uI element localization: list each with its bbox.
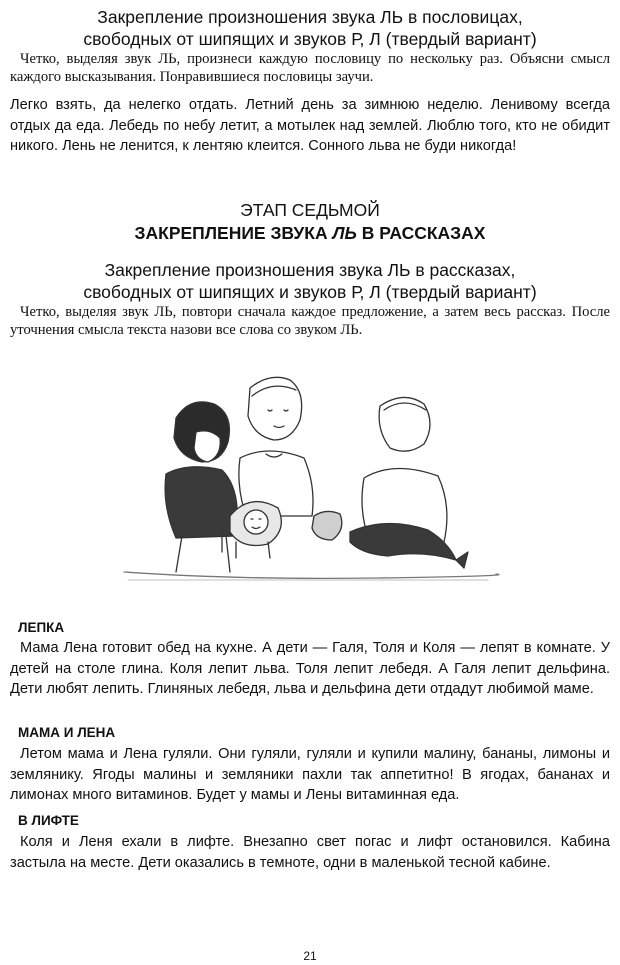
instruction-proverbs: Четко, выделяя звук ЛЬ, произнеси каждую пословицу по нескольку раз. Объясни смысл каждого высказывания. Понравившиеся пословицы заучи. [10,51,610,85]
section-title-line: Закрепление произношения звука ЛЬ в рассказах, [104,260,516,280]
instruction-stories: Четко, выделяя звук ЛЬ, повтори сначала каждое предложение, а затем весь рассказ. После уточнения смысла текста назови все слова со звуком ЛЬ. [10,304,610,338]
stage-title-sound: ЛЬ [332,223,357,243]
story-heading: ЛЕПКА [18,620,65,635]
section-title-proverbs [20,6,600,50]
story-text: Коля и Леня ехали в лифте. Внезапно свет погас и лифт остановился. Кабина застыла на месте. Дети оказались в темноте, одни в маленькой тесной кабине. [10,834,610,871]
story-heading: МАМА И ЛЕНА [18,725,116,740]
stage-title-prefix: ЗАКРЕПЛЕНИЕ ЗВУКА [134,223,333,243]
story-text: Мама Лена готовит обед на кухне. А дети — Галя, Толя и Коля — лепят в комнате. У детей на столе глина. Коля лепит льва. Толя лепит лебедя. А Галя лепит дельфина. Дети любят лепить. Глиняных лебедя, льва и дельфина дети отдадут любимой маме. [10,640,610,697]
proverbs-paragraph: Легко взять, да нелегко отдать. Летний день за зимнюю неделю. Ленивому всегда отдых да еда. Лебедь по небу летит, а мотылек над землей. Люблю того, кто не обидит никого. Лень не ленится, к лентяю клеится. Сонного льва не буди никогда! [10,97,610,154]
stage-title-suffix: В РАССКАЗАХ [356,223,486,243]
children-sculpting-illustration [118,366,502,592]
section-title-line: свободных от шипящих и звуков Р, Л (твердый вариант) [83,282,537,302]
page-number: 21 [303,949,317,963]
story-text: Летом мама и Лена гуляли. Они гуляли, гуляли и купили малину, бананы, лимоны и землянику. Ягоды малины и земляники пахли так аппетитно! В ягодах, бананах и лимонах много витаминов. Будет у мамы и Лены витаминная еда. [10,746,610,803]
section-title-line: Закрепление произношения звука ЛЬ в пословицах, [97,7,523,27]
section-title-stories [20,259,600,303]
story-heading: В ЛИФТЕ [18,813,79,828]
section-title-line: свободных от шипящих и звуков Р, Л (твердый вариант) [83,29,537,49]
stage-label: ЭТАП СЕДЬМОЙ [240,200,380,220]
stage-title [0,222,620,244]
